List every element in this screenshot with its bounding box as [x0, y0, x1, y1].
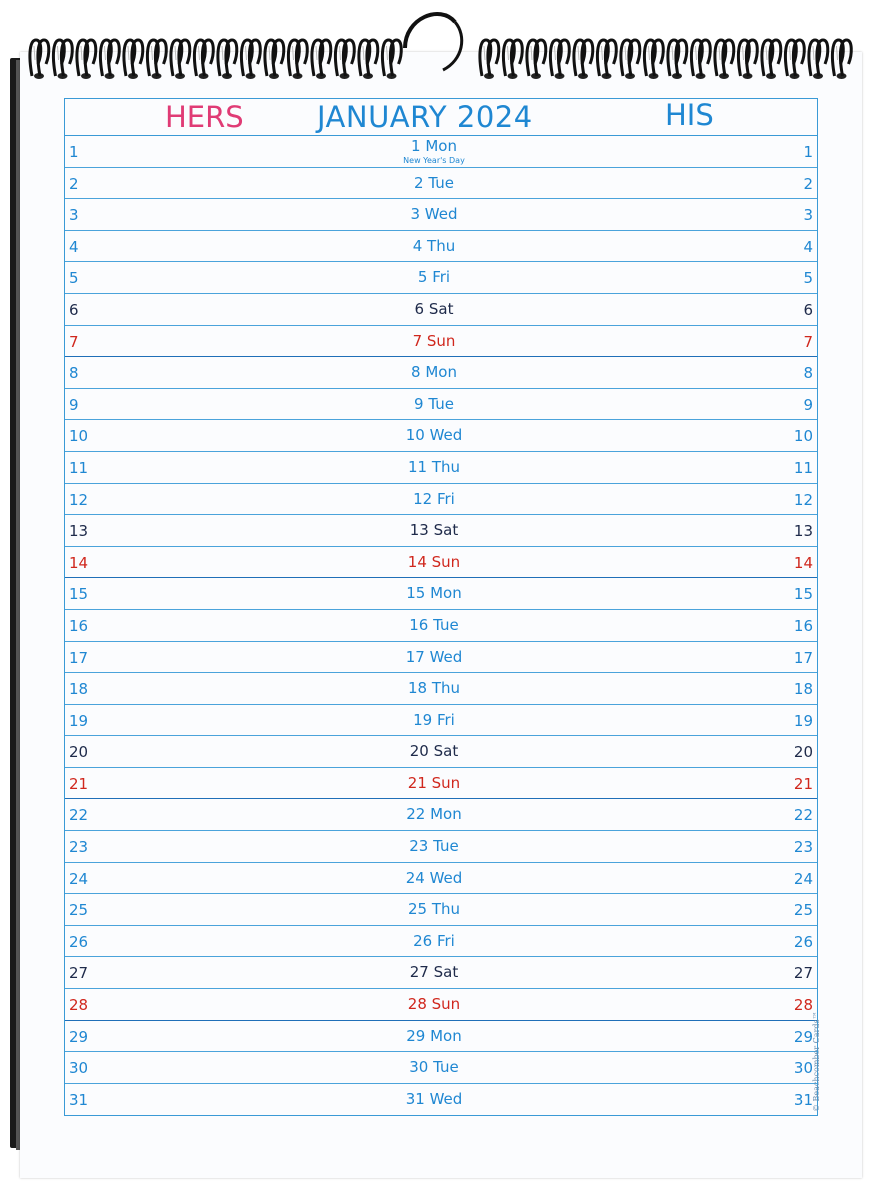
day-label	[65, 648, 817, 666]
day-row[interactable]	[65, 705, 817, 737]
his-day-number: 27	[793, 964, 813, 983]
day-label-text: 13 Sat	[409, 521, 459, 540]
day-row[interactable]	[65, 926, 817, 958]
day-label-text: 5 Fri	[417, 268, 451, 287]
day-row[interactable]	[65, 610, 817, 642]
his-day-number: 30	[793, 1059, 813, 1078]
day-label-text: 27 Sat	[409, 963, 459, 982]
day-label	[65, 584, 817, 602]
day-row[interactable]	[65, 199, 817, 231]
his-day-number: 26	[793, 932, 813, 951]
day-row[interactable]	[65, 452, 817, 484]
day-row[interactable]	[65, 1021, 817, 1053]
day-row[interactable]	[65, 957, 817, 989]
wire-loop-icon	[241, 40, 260, 79]
hers-day-number: 7	[69, 332, 79, 351]
copyright-text: © Beachcomber Cards™	[812, 1011, 821, 1112]
wire-loop-icon	[762, 40, 781, 79]
day-label-text: 29 Mon	[406, 1026, 462, 1045]
his-day-number: 8	[803, 364, 813, 383]
day-row[interactable]	[65, 1052, 817, 1084]
hers-day-number: 29	[69, 1027, 89, 1046]
day-label-text: 19 Fri	[413, 710, 455, 729]
day-label	[65, 1027, 817, 1045]
day-row[interactable]	[65, 168, 817, 200]
day-label	[65, 300, 817, 318]
his-day-number: 3	[803, 206, 813, 225]
day-label	[65, 521, 817, 539]
hers-day-number: 20	[69, 743, 89, 762]
hers-day-number: 23	[69, 838, 89, 857]
day-row[interactable]	[65, 357, 817, 389]
hers-day-number: 13	[69, 522, 89, 541]
wire-loop-icon	[77, 40, 96, 79]
day-label	[65, 1090, 817, 1108]
day-row[interactable]	[65, 894, 817, 926]
hers-day-number: 21	[69, 774, 89, 793]
his-day-number: 21	[793, 774, 813, 793]
his-day-number: 6	[803, 300, 813, 319]
day-label	[65, 1058, 817, 1076]
day-label	[65, 932, 817, 950]
his-day-number: 20	[793, 743, 813, 762]
day-label-text: 22 Mon	[406, 805, 462, 824]
day-label	[65, 742, 817, 760]
day-row[interactable]	[65, 262, 817, 294]
day-label-text: 7 Sun	[412, 331, 456, 350]
wire-loop-icon	[480, 40, 499, 79]
hers-day-number: 9	[69, 395, 79, 414]
calendar-header	[65, 99, 817, 136]
day-label-text: 16 Tue	[409, 615, 459, 634]
day-label-text: 31 Wed	[405, 1089, 463, 1108]
day-label	[65, 837, 817, 855]
wire-loop-icon	[691, 40, 710, 79]
hers-day-number: 12	[69, 490, 89, 509]
day-label-text: 11 Thu	[407, 457, 461, 476]
wire-loop-icon	[644, 40, 663, 79]
day-row[interactable]	[65, 989, 817, 1021]
day-label-text: 14 Sun	[407, 552, 461, 571]
day-label	[65, 995, 817, 1013]
day-label-text: 21 Sun	[407, 773, 461, 792]
day-label-text: 2 Tue	[414, 173, 454, 192]
wire-loop-icon	[265, 40, 284, 79]
day-label	[65, 205, 817, 223]
hers-day-number: 5	[69, 269, 79, 288]
day-label	[65, 963, 817, 981]
day-label-text: 28 Sun	[407, 995, 461, 1014]
hers-day-number: 4	[69, 237, 79, 256]
holiday-note: New Year's Day	[403, 156, 465, 165]
day-row[interactable]	[65, 484, 817, 516]
month-title: JANUARY 2024	[317, 100, 533, 134]
wire-loop-icon	[574, 40, 593, 79]
day-label	[65, 616, 817, 634]
day-row[interactable]	[65, 136, 817, 168]
day-label-text: 18 Thu	[407, 679, 461, 698]
day-label-text: 15 Mon	[406, 584, 462, 603]
wire-loop-icon	[621, 40, 640, 79]
day-label-text: 9 Tue	[414, 394, 454, 413]
his-day-number: 14	[793, 553, 813, 572]
his-day-number: 2	[803, 174, 813, 193]
day-rows	[65, 136, 817, 1115]
his-day-number: 31	[793, 1090, 813, 1109]
day-label	[65, 805, 817, 823]
wire-loop-icon	[30, 40, 49, 79]
his-day-number: 23	[793, 838, 813, 857]
day-row[interactable]	[65, 231, 817, 263]
his-day-number: 7	[803, 332, 813, 351]
day-label	[65, 553, 817, 571]
his-column-heading: HIS	[665, 98, 714, 132]
wire-loop-icon	[809, 40, 828, 79]
hers-column-heading: HERS	[165, 100, 244, 134]
wire-loop-icon	[100, 40, 119, 79]
his-day-number: 17	[793, 648, 813, 667]
day-row[interactable]	[65, 799, 817, 831]
day-label-text: 30 Tue	[409, 1058, 459, 1077]
day-label	[65, 490, 817, 508]
hanger-hook-icon	[395, 8, 475, 88]
hers-day-number: 8	[69, 364, 79, 383]
hers-day-number: 22	[69, 806, 89, 825]
his-day-number: 4	[803, 237, 813, 256]
day-label-text: 24 Wed	[405, 868, 463, 887]
his-day-number: 1	[803, 143, 813, 161]
wire-loop-icon	[124, 40, 143, 79]
day-label	[65, 458, 817, 476]
day-row[interactable]	[65, 863, 817, 895]
day-row[interactable]	[65, 420, 817, 452]
copyright-notice	[812, 1011, 870, 1121]
hers-day-number: 1	[69, 143, 79, 161]
day-row[interactable]	[65, 642, 817, 674]
day-row[interactable]	[65, 389, 817, 421]
wire-loop-icon	[171, 40, 190, 79]
his-day-number: 29	[793, 1027, 813, 1046]
hers-day-number: 24	[69, 869, 89, 888]
hers-day-number: 31	[69, 1090, 89, 1109]
day-label-text: 20 Sat	[409, 742, 459, 761]
day-label	[65, 426, 817, 444]
day-label	[65, 237, 817, 255]
wire-loop-icon	[785, 40, 804, 79]
day-label-text: 1 Mon	[411, 137, 457, 155]
day-label-text: 26 Fri	[413, 931, 455, 950]
wire-loop-icon	[218, 40, 237, 79]
day-label	[65, 363, 817, 381]
his-day-number: 22	[793, 806, 813, 825]
wire-loop-icon	[503, 40, 522, 79]
day-label-text: 12 Fri	[413, 489, 455, 508]
wire-loop-icon	[715, 40, 734, 79]
day-row[interactable]	[65, 1084, 817, 1116]
day-row[interactable]	[65, 578, 817, 610]
day-label	[65, 395, 817, 413]
his-day-number: 11	[793, 458, 813, 477]
calendar-grid	[64, 98, 818, 1116]
hers-day-number: 18	[69, 680, 89, 699]
day-row[interactable]	[65, 831, 817, 863]
day-row[interactable]	[65, 515, 817, 547]
hers-day-number: 17	[69, 648, 89, 667]
wire-loop-icon	[527, 40, 546, 79]
wire-loop-icon	[738, 40, 757, 79]
wire-loop-icon	[359, 40, 378, 79]
wire-loop-icon	[832, 40, 851, 79]
his-day-number: 9	[803, 395, 813, 414]
day-label-text: 4 Thu	[412, 236, 456, 255]
his-day-number: 16	[793, 616, 813, 635]
day-row[interactable]	[65, 294, 817, 326]
his-day-number: 24	[793, 869, 813, 888]
day-label-text: 3 Wed	[410, 205, 458, 224]
hers-day-number: 25	[69, 901, 89, 920]
wire-loop-icon	[147, 40, 166, 79]
hers-day-number: 6	[69, 300, 79, 319]
day-label	[65, 332, 817, 350]
hers-day-number: 19	[69, 711, 89, 730]
his-day-number: 15	[793, 585, 813, 604]
hers-day-number: 10	[69, 427, 89, 446]
hers-day-number: 16	[69, 616, 89, 635]
day-row[interactable]	[65, 736, 817, 768]
his-day-number: 19	[793, 711, 813, 730]
day-label-text: 25 Thu	[407, 900, 461, 919]
day-row[interactable]	[65, 547, 817, 579]
wire-loop-icon	[312, 40, 331, 79]
day-label-text: 6 Sat	[414, 299, 454, 318]
day-label	[65, 900, 817, 918]
day-label	[65, 137, 817, 155]
day-label-text: 8 Mon	[411, 363, 457, 382]
wire-loop-icon	[53, 40, 72, 79]
his-day-number: 18	[793, 680, 813, 699]
hers-day-number: 3	[69, 206, 79, 225]
his-day-number: 13	[793, 522, 813, 541]
wire-loop-icon	[288, 40, 307, 79]
his-day-number: 25	[793, 901, 813, 920]
day-label	[65, 711, 817, 729]
day-label	[65, 774, 817, 792]
day-label	[65, 268, 817, 286]
day-row[interactable]	[65, 326, 817, 358]
hers-day-number: 14	[69, 553, 89, 572]
hers-day-number: 2	[69, 174, 79, 193]
hers-day-number: 11	[69, 458, 89, 477]
his-day-number: 28	[793, 996, 813, 1015]
wire-loop-icon	[550, 40, 569, 79]
hers-day-number: 30	[69, 1059, 89, 1078]
hers-day-number: 15	[69, 585, 89, 604]
day-label-text: 10 Wed	[405, 426, 463, 445]
wire-loop-icon	[194, 40, 213, 79]
hers-day-number: 27	[69, 964, 89, 983]
day-row[interactable]	[65, 673, 817, 705]
wire-loop-icon	[668, 40, 687, 79]
day-label	[65, 869, 817, 887]
his-day-number: 12	[793, 490, 813, 509]
hers-day-number: 26	[69, 932, 89, 951]
day-label	[65, 174, 817, 192]
wire-loop-icon	[335, 40, 354, 79]
day-row[interactable]	[65, 768, 817, 800]
his-day-number: 5	[803, 269, 813, 288]
hers-day-number: 28	[69, 996, 89, 1015]
his-day-number: 10	[793, 427, 813, 446]
day-label	[65, 679, 817, 697]
day-label-text: 23 Tue	[409, 837, 459, 856]
wire-loop-icon	[597, 40, 616, 79]
day-label-text: 17 Wed	[405, 647, 463, 666]
